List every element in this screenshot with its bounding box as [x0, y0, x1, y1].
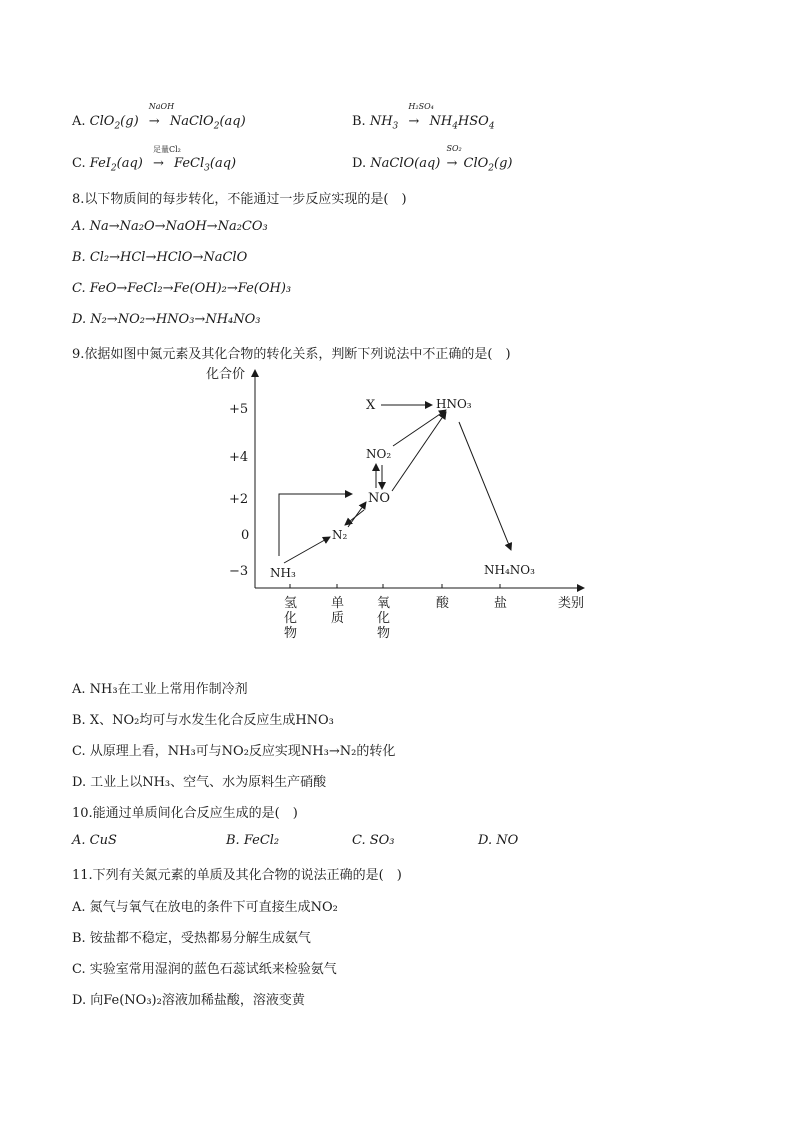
state: (g) — [120, 114, 139, 129]
x-category-acid: 酸 — [436, 596, 450, 611]
species-n2: N₂ — [332, 528, 348, 542]
q10-option-b[interactable]: B. FeCl₂ — [226, 833, 280, 848]
arrow-no-to-hno3 — [392, 412, 446, 491]
reactant: FeI — [89, 156, 111, 171]
q8-option-b[interactable]: B. Cl₂→HCl→HClO→NaClO — [72, 250, 248, 265]
state: (aq) — [219, 114, 246, 129]
state: (aq) — [209, 156, 237, 171]
y-axis-title: 化合价 — [206, 367, 246, 382]
arrow-nh3-to-no — [279, 494, 352, 556]
arrow-nh3-to-n2 — [284, 537, 330, 563]
arrow: → — [446, 156, 458, 171]
subscript: 2 — [488, 163, 495, 174]
q11-option-b[interactable]: B. 铵盐都不稳定，受热都易分解生成氨气 — [72, 931, 311, 946]
q9-option-a[interactable]: A. NH₃在工业上常用作制冷剂 — [72, 682, 248, 697]
reagent: 足量Cl₂ — [153, 145, 181, 154]
arrow: → — [153, 156, 164, 171]
x-category-element: 单 — [331, 596, 345, 611]
product: FeCl — [174, 156, 205, 171]
option-label: D. — [352, 156, 367, 171]
q9-option-b[interactable]: B. X、NO₂均可与水发生化合反应生成HNO₃ — [72, 713, 334, 728]
arrow: → — [148, 114, 160, 129]
state: (g) — [494, 156, 513, 171]
y-tick: −3 — [229, 564, 249, 579]
product: NaClO — [169, 114, 214, 129]
q9-option-c[interactable]: C. 从原理上看，NH₃可与NO₂反应实现NH₃→N₂的转化 — [72, 744, 396, 759]
nitrogen-valence-diagram — [195, 362, 595, 642]
q11-stem: 11.下列有关氮元素的单质及其化合物的说法正确的是( ) — [72, 868, 402, 883]
x-category-hydride: 物 — [284, 626, 298, 641]
q11-option-d[interactable]: D. 向Fe(NO₃)₂溶液加稀盐酸，溶液变黄 — [72, 993, 305, 1008]
species-no: NO — [368, 491, 391, 506]
arrow-no-to-n2 — [345, 510, 364, 525]
q8-option-c[interactable]: C. FeO→FeCl₂→Fe(OH)₂→Fe(OH)₃ — [72, 281, 292, 296]
x-category-oxide: 物 — [377, 626, 391, 641]
q7-option-c[interactable] — [72, 145, 237, 174]
arrow-no2-to-hno3 — [393, 410, 446, 446]
species-hno3: HNO₃ — [436, 397, 472, 411]
q9-stem: 9.依据如图中氮元素及其化合物的转化关系，判断下列说法中不正确的是( ) — [72, 347, 511, 362]
option-label: A. — [72, 114, 86, 129]
species-x: X — [366, 398, 376, 413]
q8-option-a[interactable]: A. Na→Na₂O→NaOH→Na₂CO₃ — [72, 219, 268, 234]
x-category-oxide: 氧 — [377, 596, 391, 611]
q10-option-c[interactable]: C. SO₃ — [352, 833, 395, 848]
arrow-n2-to-no — [348, 502, 366, 527]
q10-stem: 10.能通过单质间化合反应生成的是( ) — [72, 806, 298, 821]
q11-option-a[interactable]: A. 氮气与氧气在放电的条件下可直接生成NO₂ — [72, 900, 338, 915]
arrow: → — [408, 114, 420, 129]
q9-option-d[interactable]: D. 工业上以NH₃、空气、水为原料生产硝酸 — [72, 775, 327, 790]
product: NH — [429, 114, 453, 129]
reagent: SO₂ — [446, 144, 462, 153]
q7-option-b[interactable] — [352, 102, 495, 132]
state: (aq) — [116, 156, 143, 171]
reagent: NaOH — [148, 102, 175, 111]
q7-option-d[interactable] — [352, 144, 513, 174]
x-axis-title: 类别 — [558, 596, 585, 611]
q8-stem: 8.以下物质间的每步转化，不能通过一步反应实现的是( ) — [72, 192, 407, 207]
product: HSO — [457, 114, 489, 129]
y-tick: 0 — [241, 528, 250, 543]
x-category-salt: 盐 — [494, 596, 508, 611]
y-tick: +2 — [229, 492, 249, 507]
reagent: H₂SO₄ — [408, 102, 434, 111]
subscript: 2 — [114, 121, 121, 132]
species-no2: NO₂ — [366, 447, 392, 461]
reactant: ClO — [89, 114, 115, 129]
q7-option-a[interactable] — [72, 102, 246, 132]
subscript: 3 — [392, 121, 399, 132]
reactant: NH — [369, 114, 393, 129]
reactant: NaClO(aq) — [370, 156, 441, 171]
subscript: 2 — [213, 121, 220, 132]
product: ClO — [463, 156, 489, 171]
x-category-oxide: 化 — [377, 611, 391, 626]
q8-option-d[interactable]: D. N₂→NO₂→HNO₃→NH₄NO₃ — [72, 312, 261, 327]
species-nh4no3: NH₄NO₃ — [484, 563, 535, 577]
option-label: C. — [72, 156, 86, 171]
arrow-hno3-to-nh4no3 — [459, 422, 511, 550]
q10-option-d[interactable]: D. NO — [478, 833, 519, 848]
q10-option-a[interactable]: A. CuS — [72, 833, 117, 848]
x-category-hydride: 化 — [284, 611, 298, 626]
y-tick: +5 — [229, 402, 249, 417]
x-category-element: 质 — [331, 611, 345, 626]
y-tick: +4 — [229, 450, 249, 465]
species-nh3: NH₃ — [270, 566, 296, 580]
option-label: B. — [352, 114, 366, 129]
q11-option-c[interactable]: C. 实验室常用湿润的蓝色石蕊试纸来检验氨气 — [72, 962, 337, 977]
x-category-hydride: 氢 — [284, 596, 298, 611]
subscript: 4 — [488, 121, 495, 132]
subscript: 4 — [452, 121, 458, 132]
subscript: 3 — [204, 163, 210, 174]
subscript: 2 — [110, 163, 117, 174]
